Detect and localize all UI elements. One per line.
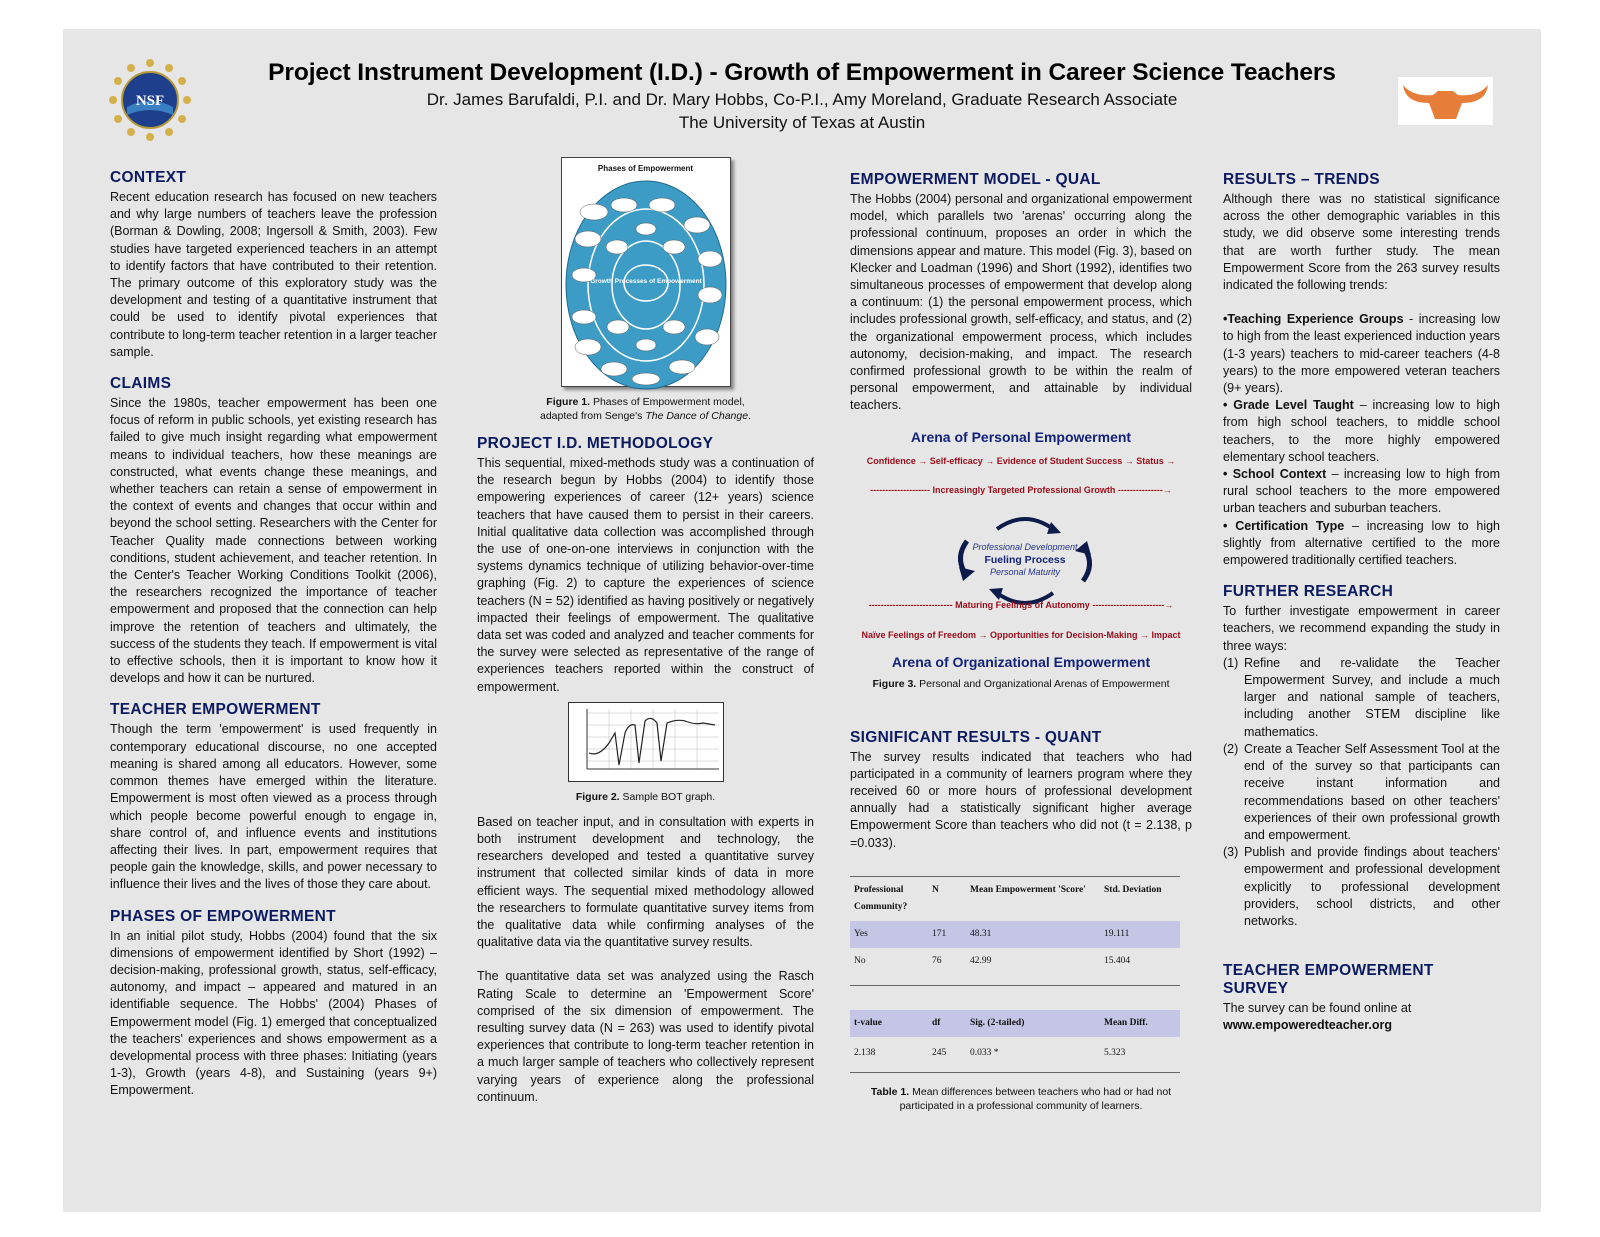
model-section xyxy=(850,171,1192,415)
context-heading: CONTEXT xyxy=(110,169,187,186)
figure-1-caption: Figure 1. Phases of Empowerment model, adapted from Senge's The Dance of Change. xyxy=(540,396,751,422)
figure-2-caption: Figure 2. Sample BOT graph. xyxy=(575,790,716,803)
teacher-empowerment-body: Though the term 'empowerment' is used frequently in contemporary educational discourse, no one accepted meaning is shared among all educators. However, some common themes have emerged within the literature. Empowerment is most often viewed as a process through which people become powerful enough to engage in, share control of, and influence events and institutions affecting their lives. In part, empowerment requires that people gain the knowledge, skills, and power necessary to influence their lives and the lives of those they care about. xyxy=(110,722,437,892)
svg-text:Growth Processes of Empowermen: Growth Processes of Empowerment xyxy=(589,278,702,286)
context-body: Recent education research has focused on new teachers and why large numbers of teachers leave the profession (Borman & Dowling, 2008; Ingersoll & Smith, 2003). Few studies have targeted experienced teachers in an attempt to identify factors that have contributed to their retention. The primary outcome of this exploratory study was the development and testing of a quantitative instrument that could be used to identify pivotal experiences that contribute to long-term teacher retention in a larger teacher sample. xyxy=(110,190,437,359)
table-row: No 76 42.99 15.404 xyxy=(850,948,1180,985)
methodology-body-2: Based on teacher input, and in consultation with experts in both instrument development and technology, the researchers developed and tested a quantitative survey instrument that collected similar kinds of data in more efficient ways. The sequential mixed methodology allowed the researchers to formulate quantitative survey items from the qualitative data while confirming analyses of the qualitative data via the quantitative survey results. xyxy=(477,814,814,950)
methodology-body-1: This sequential, mixed-methods study was a continuation of the research begun by Hobbs (2004) to identify those empowering experiences of career (12+ years) science teachers that have caused them to persist in their careers. Initial qualitative data collection was accomplished through the use of one-on-one interviews in conjunction with the systems dynamics technique of utilizing behavior-over-time graphing (Fig. 2) to capture the experiences of science teachers (N = 52) identified as having positively or negatively impacted their feelings of empowerment. The qualitative data set was coded and analyzed and teacher comments for the survey were selected as representative of the range of experiences teachers reported within the construct of empowerment. xyxy=(477,456,814,694)
list-item: (2) Create a Teacher Self Assessment Tool at the end of the survey so that participants can receive instant information and recommendations based on other teachers' experiences of their own professional growth and empowerment. xyxy=(1223,741,1500,842)
trends-section xyxy=(1223,171,1500,569)
trends-heading: RESULTS – TRENDS xyxy=(1223,171,1380,188)
survey-url-link[interactable]: www.empoweredteacher.org xyxy=(1223,1018,1393,1033)
further-research-intro: To further investigate empowerment in career teachers, we recommend expanding the study in three ways: xyxy=(1223,604,1500,653)
claims-section xyxy=(110,375,437,687)
arena-org-label: Arena of Organizational Empowerment xyxy=(891,654,1151,671)
svg-text:NSF: NSF xyxy=(135,93,165,109)
figure-2-bot-graph xyxy=(568,702,724,782)
survey-section xyxy=(1223,962,1500,1034)
trend-item: • School Context – increasing low to high from rural school teachers to the more empowered urban teachers and suburban teachers. xyxy=(1223,467,1500,516)
trend-item: • Certification Type – increasing low to high slightly from alternative certified to the more empowered traditionally certified teachers. xyxy=(1223,518,1501,568)
methodology-body-3: The quantitative data set was analyzed using the Rasch Rating Scale to determine an 'Empowerment Score' comprised of the six dimension of empowerment. The resulting survey data (N = 263) was used to identify pivotal experiences that contribute to long-term teacher retention in a much larger sample of teachers who collectively represent varying years of experience along the professional continuum. xyxy=(477,969,814,1104)
column-2 xyxy=(477,157,814,1120)
svg-text:Professional Development: Professional Development xyxy=(972,541,1078,552)
teacher-empowerment-heading: TEACHER EMPOWERMENT xyxy=(110,701,321,719)
phases-body: In an initial pilot study, Hobbs (2004) found that the six dimensions of empowerment identified by Short (1992) – decision-making, professional growth, status, self-efficacy, autonomy, and impact – appeared and matured in an identifiable sequence. The Hobbs' (2004) Phases of Empowerment model (Fig. 1) emerged that conceptualized the teachers' experiences and shows empowerment as a developmental process with three phases: Initiating (years 1-3), Growth (years 4-8), and Sustaining (years 9+) Empowerment. xyxy=(110,928,437,1098)
poster-authors: Dr. James Barufaldi, P.I. and Dr. Mary Hobbs, Co-P.I., Amy Moreland, Graduate Research Associate xyxy=(426,90,1178,109)
svg-text:Fueling Process: Fueling Process xyxy=(984,553,1066,566)
poster-header xyxy=(63,59,1541,133)
figure-1-phases-diagram xyxy=(561,157,731,387)
poster-title: Project Instrument Development (I.D.) - Growth of Empowerment in Career Science Teachers xyxy=(268,59,1336,86)
claims-heading: CLAIMS xyxy=(110,375,172,393)
personal-chain: Confidence → Self-efficacy → Evidence of Student Success → Status → xyxy=(866,455,1176,466)
table-row: Yes 171 48.31 19.111 xyxy=(850,921,1180,948)
phases-section xyxy=(110,908,437,1100)
methodology-section xyxy=(477,435,814,1106)
model-body: The Hobbs (2004) personal and organizational empowerment model, which parallels two 'arenas' occurring along the professional continuum, proposes an order in which the dimensions appear and mature. This model (Fig. 3), based on Klecker and Loadman (1996) and Short (1992), identifies two simultaneous processes of empowerment that develop along a continuum: (1) the personal empowerment process, which includes professional growth, self-efficacy, and status, and (2) the organizational empowerment process, which includes autonomy, decision-making, and impact. The research confirmed professional growth to be within the realm of personal empowerment, and attainable by individual teachers. xyxy=(850,192,1192,413)
trend-item: •Teaching Experience Groups - increasing low to high from the least experienced induction years (1-3 years) teachers to mid-career teachers (4-8 years) to the more empowered veteran teachers (9+ years). xyxy=(1223,312,1500,396)
autonomy-line: ---------------------------- Maturing Feelings of Autonomy ------------------------→ xyxy=(868,599,1174,610)
survey-heading: TEACHER EMPOWERMENT SURVEY xyxy=(1223,962,1434,998)
figure-3-caption: Figure 3. Personal and Organizational Arenas of Empowerment xyxy=(872,678,1170,691)
svg-text:Personal Maturity: Personal Maturity xyxy=(989,566,1061,577)
table-1-descriptives: Professional Community? N Mean Empowerment 'Score' Std. Deviation Yes 171 48.31 19.111 No 76 42.99 15.404 xyxy=(850,876,1180,986)
table-row: 2.138 245 0.033 * 5.323 xyxy=(850,1037,1180,1073)
model-heading: EMPOWERMENT MODEL - QUAL xyxy=(850,171,1101,188)
phases-heading: PHASES OF EMPOWERMENT xyxy=(110,907,336,925)
teacher-empowerment-section xyxy=(110,701,437,893)
methodology-heading: PROJECT I.D. METHODOLOGY xyxy=(477,435,714,452)
table-1-caption: Table 1. Mean differences between teachers who had or had not participated in a professional community of learners. xyxy=(870,1086,1172,1113)
bot-graph-sketch xyxy=(569,703,723,781)
arena-personal-label: Arena of Personal Empowerment xyxy=(910,428,1132,445)
growth-line: -------------------- Increasingly Targeted Professional Growth ---------------→ xyxy=(870,485,1172,496)
column-3 xyxy=(850,171,1192,1127)
trend-item: • Grade Level Taught – increasing low to high from high school teachers, to middle school teachers, to the more highly empowered elementary school teachers. xyxy=(1223,398,1500,464)
claims-body: Since the 1980s, teacher empowerment has been one focus of reform in public schools, yet existing research has failed to give much insight regarding what empowerment means to individual teachers, how these meanings are constructed, what events change these meanings, and whether teachers can retain a sense of empowerment in the context of events and changes that occur within and beyond the school setting. Researchers with the Center for Teacher Quality made connections between working conditions, student achievement, and teacher retention. In the Center's Teacher Working Conditions Toolkit (2006), the researchers recognized the importance of teacher empowerment and proposed that the connection can help improve the retention of teachers and ultimately, the success of the students they teach. If empowerment is vital to effective schools, then it is important to know how it develops and how it can be nurtured. xyxy=(110,396,437,686)
poster-university: The University of Texas at Austin xyxy=(678,113,926,132)
further-research-heading: FURTHER RESEARCH xyxy=(1223,583,1394,601)
list-item: (1) Refine and re-validate the Teacher Empowerment Survey, and include a much larger and national sample of teachers, including another STEM discipline like mathematics. xyxy=(1223,655,1500,739)
org-chain: Naïve Feelings of Freedom → Opportunities for Decision-Making → Impact xyxy=(861,629,1181,640)
quant-section xyxy=(850,729,1192,1113)
column-1 xyxy=(110,169,437,1114)
figure-1-title: Phases of Empowerment xyxy=(597,164,694,173)
figure-3-arenas-diagram xyxy=(850,428,1192,691)
context-section xyxy=(110,169,437,361)
column-4 xyxy=(1223,171,1500,1049)
list-item: (3) Publish and provide findings about teachers' empowerment and professional development explicitly to professional development providers, school districts, and other networks. xyxy=(1223,845,1500,928)
poster xyxy=(63,29,1541,1212)
fueling-cycle-icon xyxy=(945,509,1105,609)
quant-heading: SIGNIFICANT RESULTS - QUANT xyxy=(850,728,1102,746)
further-research-section xyxy=(1223,583,1500,930)
trends-intro: Although there was no statistical significance across the other demographic variables in this study, we did observe some interesting trends that are worth further study. The mean Empowerment Score from the 263 survey results indicated the following trends: xyxy=(1223,192,1500,293)
table-1-ttest: t-value df Sig. (2-tailed) Mean Diff. 2.138 245 0.033 * 5.323 xyxy=(850,1010,1180,1073)
phases-oval-diagram xyxy=(562,177,730,392)
survey-body: The survey can be found online at xyxy=(1223,1001,1412,1016)
quant-body: The survey results indicated that teachers who had participated in a community of learners program where they received 60 or more hours of professional development annually had a statistically significant higher average Empowerment Score than teachers who did not (t = 2.138, p =0.033). xyxy=(850,749,1192,850)
